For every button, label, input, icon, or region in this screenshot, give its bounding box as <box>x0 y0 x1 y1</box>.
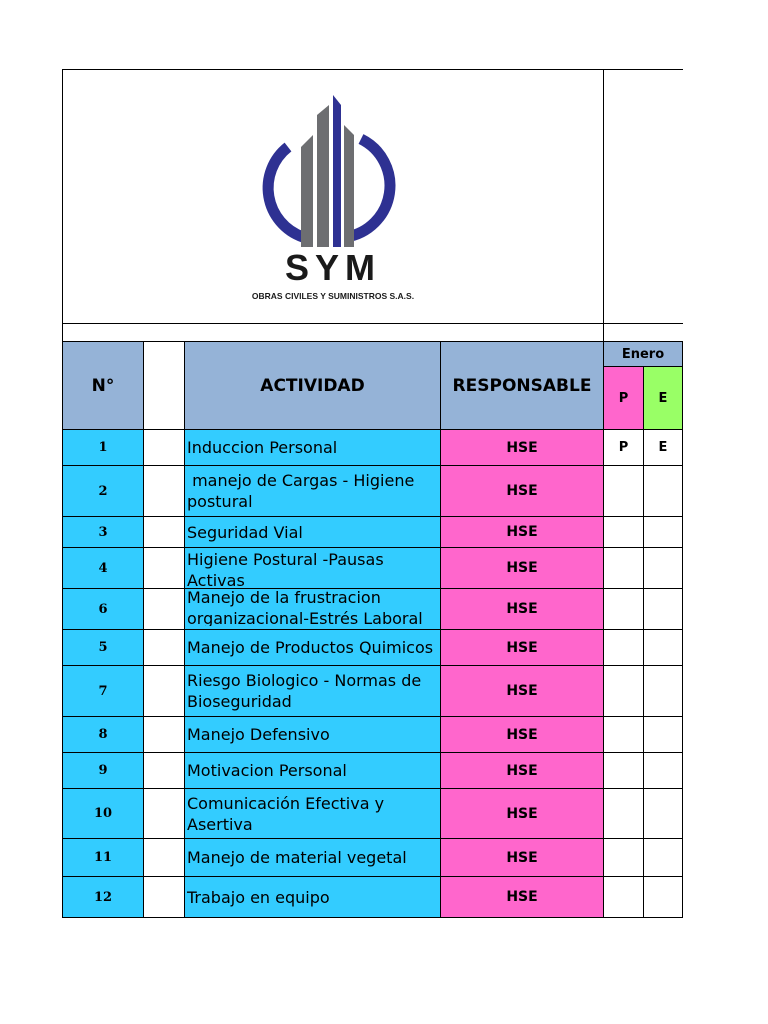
row-executed-cell[interactable] <box>644 517 683 548</box>
row-activity-text: manejo de Cargas - Higiene postural <box>187 471 420 511</box>
row-planned-cell[interactable] <box>604 466 644 517</box>
spacer-row <box>63 324 683 342</box>
row-number: 2 <box>63 466 144 517</box>
header-blank <box>144 342 185 430</box>
row-activity-text: Comunicación Efectiva y Asertiva <box>187 793 390 834</box>
table-row <box>63 630 683 666</box>
row-activity <box>185 517 441 548</box>
logo-bar-3 <box>333 95 341 247</box>
row-activity <box>185 753 441 789</box>
row-responsible: HSE <box>441 666 604 717</box>
row-activity-text: Higiene Postural -Pausas Activas <box>187 549 389 588</box>
row-activity-text: Riesgo Biologico - Normas de Bioseguridad <box>187 671 427 711</box>
logo-bar-4 <box>344 125 354 247</box>
row-responsible: HSE <box>441 630 604 666</box>
row-blank-cell <box>144 630 185 666</box>
spreadsheet <box>62 69 683 918</box>
row-planned-cell[interactable]: P <box>604 430 644 466</box>
logo-bar-2 <box>317 105 329 247</box>
row-responsible: HSE <box>441 877 604 918</box>
row-blank-cell <box>144 717 185 753</box>
header-activity: ACTIVIDAD <box>185 342 441 430</box>
row-planned-cell[interactable] <box>604 517 644 548</box>
row-executed-cell[interactable] <box>644 589 683 630</box>
row-responsible: HSE <box>441 548 604 589</box>
row-executed-cell[interactable] <box>644 548 683 589</box>
row-planned-cell[interactable] <box>604 548 644 589</box>
row-executed-cell[interactable] <box>644 666 683 717</box>
table-row <box>63 753 683 789</box>
row-number: 1 <box>63 430 144 466</box>
row-activity <box>185 666 441 717</box>
row-blank-cell <box>144 430 185 466</box>
row-activity-text: Trabajo en equipo <box>187 887 330 907</box>
row-activity-text: Induccion Personal <box>187 438 338 457</box>
row-activity <box>185 466 441 517</box>
row-planned-cell[interactable] <box>604 753 644 789</box>
row-planned-cell[interactable] <box>604 630 644 666</box>
header-p: P <box>604 367 644 430</box>
table-row <box>63 717 683 753</box>
row-blank-cell <box>144 466 185 517</box>
header-responsible: RESPONSABLE <box>441 342 604 430</box>
row-activity <box>185 589 441 630</box>
row-blank-cell <box>144 877 185 918</box>
row-activity <box>185 877 441 918</box>
activity-table <box>62 69 683 918</box>
table-row <box>63 789 683 839</box>
table-row <box>63 666 683 717</box>
row-executed-cell[interactable]: E <box>644 430 683 466</box>
header-month: Enero <box>604 342 683 367</box>
row-blank-cell <box>144 666 185 717</box>
row-executed-cell[interactable] <box>644 753 683 789</box>
header-num: N° <box>63 342 144 430</box>
table-row <box>63 517 683 548</box>
row-blank-cell <box>144 789 185 839</box>
row-number: 11 <box>63 839 144 877</box>
row-number: 12 <box>63 877 144 918</box>
row-planned-cell[interactable] <box>604 839 644 877</box>
table-row <box>63 430 683 466</box>
row-planned-cell[interactable] <box>604 789 644 839</box>
row-activity <box>185 839 441 877</box>
row-blank-cell <box>144 548 185 589</box>
row-blank-cell <box>144 517 185 548</box>
row-activity <box>185 630 441 666</box>
table-row <box>63 839 683 877</box>
row-number: 8 <box>63 717 144 753</box>
sym-logo <box>233 87 433 302</box>
logo-cell <box>63 70 604 324</box>
row-blank-cell <box>144 753 185 789</box>
table-row <box>63 589 683 630</box>
row-executed-cell[interactable] <box>644 717 683 753</box>
logo-bar-1 <box>301 135 313 247</box>
row-responsible: HSE <box>441 839 604 877</box>
logo-left-arc <box>268 147 303 237</box>
row-planned-cell[interactable] <box>604 877 644 918</box>
row-number: 3 <box>63 517 144 548</box>
row-number: 4 <box>63 548 144 589</box>
row-activity-text: Manejo de Productos Quimicos <box>187 638 434 657</box>
row-activity-text: Seguridad Vial <box>187 522 303 542</box>
logo-brand: SYM <box>284 247 382 288</box>
row-blank-cell <box>144 589 185 630</box>
row-activity-text: Manejo Defensivo <box>187 725 330 744</box>
row-activity <box>185 717 441 753</box>
row-executed-cell[interactable] <box>644 466 683 517</box>
header-row-1 <box>63 342 683 367</box>
row-responsible: HSE <box>441 517 604 548</box>
row-number: 10 <box>63 789 144 839</box>
row-responsible: HSE <box>441 430 604 466</box>
row-responsible: HSE <box>441 466 604 517</box>
logo-right-cell <box>604 70 683 324</box>
row-planned-cell[interactable] <box>604 666 644 717</box>
row-executed-cell[interactable] <box>644 789 683 839</box>
row-number: 7 <box>63 666 144 717</box>
row-executed-cell[interactable] <box>644 839 683 877</box>
row-activity <box>185 789 441 839</box>
table-row <box>63 877 683 918</box>
row-activity <box>185 548 441 589</box>
row-activity-text: Motivacion Personal <box>187 761 347 780</box>
table-row <box>63 466 683 517</box>
row-number: 9 <box>63 753 144 789</box>
row-executed-cell[interactable] <box>644 877 683 918</box>
row-responsible: HSE <box>441 753 604 789</box>
row-number: 6 <box>63 589 144 630</box>
row-responsible: HSE <box>441 789 604 839</box>
row-number: 5 <box>63 630 144 666</box>
row-activity-text: Manejo de material vegetal <box>187 848 407 867</box>
logo-row <box>63 70 683 324</box>
logo-tagline: OBRAS CIVILES Y SUMINISTROS S.A.S. <box>251 291 415 301</box>
header-e: E <box>644 367 683 430</box>
row-activity-text: Manejo de la frustracion organizacional-Estrés Laboral <box>187 588 423 626</box>
row-planned-cell[interactable] <box>604 717 644 753</box>
row-activity <box>185 430 441 466</box>
row-responsible: HSE <box>441 589 604 630</box>
row-blank-cell <box>144 839 185 877</box>
table-row <box>63 548 683 589</box>
row-executed-cell[interactable] <box>644 630 683 666</box>
row-planned-cell[interactable] <box>604 589 644 630</box>
row-responsible: HSE <box>441 717 604 753</box>
